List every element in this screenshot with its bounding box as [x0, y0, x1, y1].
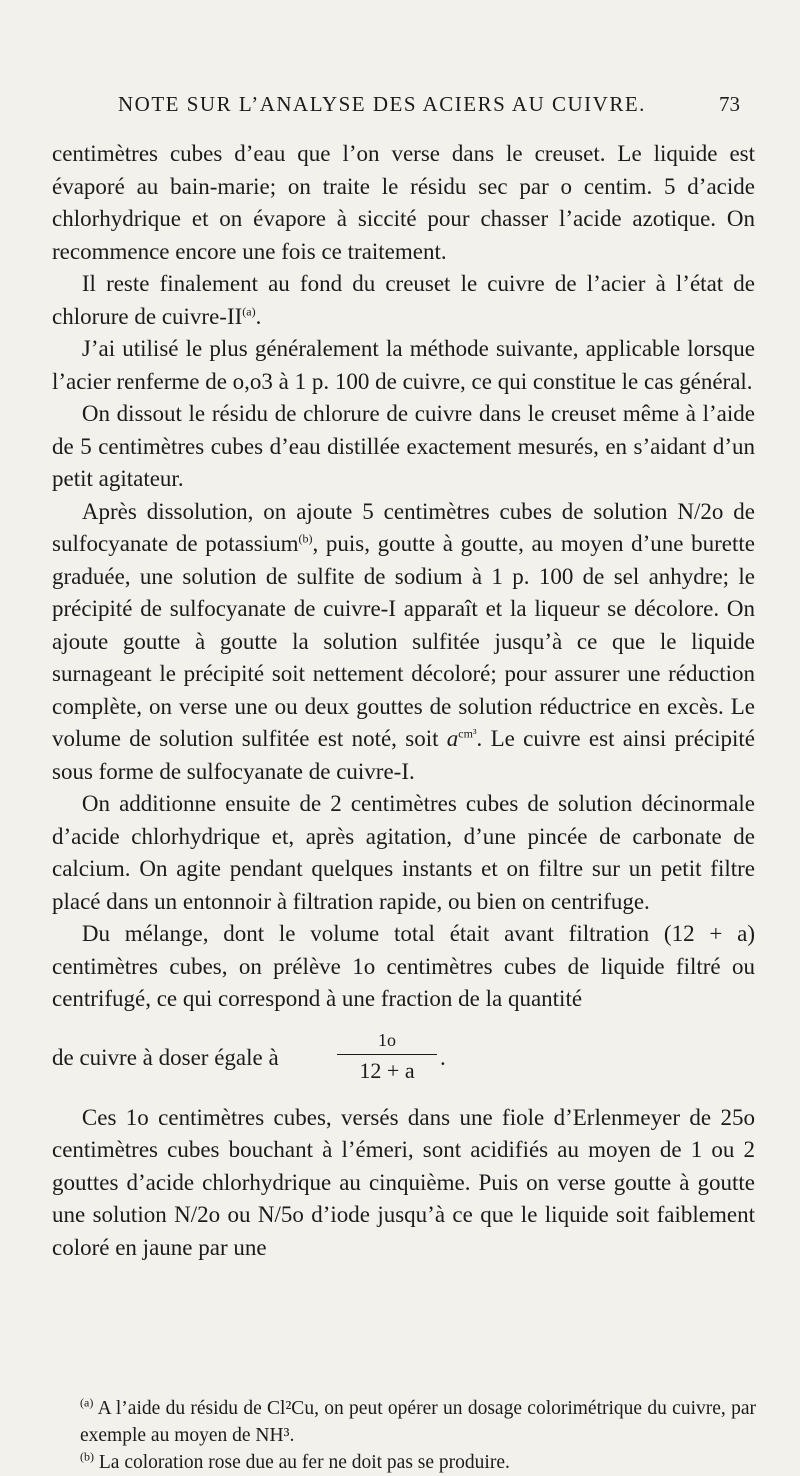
paragraph: On dissout le résidu de chlorure de cuivre dans le creuset même à l’aide de 5 centimètres cubes d’eau distillée exactement mesurés, en s’aidant d’un petit agitateur. [52, 401, 755, 491]
fraction-lead-text: de cuivre à doser égale à [52, 1044, 279, 1070]
fraction-denominator: 12 + a [359, 1057, 415, 1083]
paragraph-text: . Le cuivre est ainsi précipité sous forme de sulfocyanate de cuivre-I. [52, 726, 755, 784]
fraction-numerator: 1o [378, 1029, 396, 1050]
paragraph [52, 496, 755, 789]
paragraph-text: , puis, goutte à goutte, au moyen d’une burette graduée, une solution de sulfite de sodium à 1 p. 100 de sel anhydre; le précipité de sulfocyanate de cuivre-I apparaît et la liqueur se décolore. On ajoute goutte à goutte la solution sulfitée jusqu’à ce que le liquide surnageant le précipité soit nettement décoloré; pour assurer une réduction complète, on verse une ou deux gouttes de solution réductrice en excès. Le volume de solution sulfitée est noté, soit [52, 531, 755, 751]
paragraph: Ces 1o centimètres cubes, versés dans une fiole d’Erlenmeyer de 25o centimètres cubes bouchant à l’émeri, sont acidifiés au moyen de 1 ou 2 gouttes d’acide chlorhydrique au cinquième. Puis on verse goutte à goutte une solution N/2o ou N/5o d’iode jusqu’à ce que le liquide soit faiblement coloré en jaune par une [52, 1104, 755, 1260]
paragraph: centimètres cubes d’eau que l’on verse dans le creuset. Le liquide est évaporé au bain-marie; on traite le résidu sec par o centim. 5 d’acide chlorhydrique et on évapore à siccité pour chasser l’acide azotique. On recommence encore une fois ce traitement. [52, 141, 755, 264]
footnote-ref-b: (b) [298, 531, 313, 546]
footnote-text: La coloration rose due au fer ne doit pas se produire. [98, 1452, 510, 1473]
paragraph: Du mélange, dont le volume total était avant filtration (12 + a) centimètres cubes, on prélève 1o centimètres cubes de liquide filtré ou centrifugé, ce qui correspond à une fraction de la quantité [52, 921, 755, 1011]
running-header [118, 92, 740, 117]
paragraph: J’ai utilisé le plus généralement la méthode suivante, applicable lorsque l’acier renferme de o,o3 à 1 p. 100 de cuivre, ce qui constitue le cas général. [52, 336, 755, 394]
footnotes [80, 1395, 756, 1476]
footnote-mark: (b) [80, 1449, 94, 1464]
fraction [337, 1028, 437, 1085]
paragraph-text: Il reste finalement au fond du creuset le cuivre de l’acier à l’état de chlorure de cuivre-II [52, 271, 755, 329]
header-title: NOTE SUR L’ANALYSE DES ACIERS AU CUIVRE. [118, 92, 646, 116]
fraction-bar [337, 1054, 437, 1055]
paragraph: On additionne ensuite de 2 centimètres cubes de solution décinormale d’acide chlorhydrique et, après agitation, d’une pincée de carbonate de calcium. On agite pendant quelques instants et on filtre sur un petit filtre placé dans un entonnoir à filtration rapide, ou bien on centrifuge. [52, 791, 755, 914]
fraction-period: . [440, 1044, 446, 1070]
footnote-mark: (a) [80, 1395, 94, 1410]
footnote-text: A l’aide du résidu de Cl²Cu, on peut opérer un dosage colorimétrique du cuivre, par exemple au moyen de NH³. [80, 1398, 756, 1446]
unit-cm3: cm³ [458, 726, 477, 741]
body-text [52, 138, 755, 1264]
page-number: 73 [719, 92, 740, 116]
paragraph-text: Après dissolution, on ajoute 5 centimètres cubes de solution N/2o de sulfocyanate de potassium [52, 498, 755, 556]
footnote-b [80, 1449, 756, 1476]
paragraph: Il reste finalement au fond du creuset le cuivre de l’acier à l’état de chlorure de cuivre-II$^{(a)}$. [52, 271, 755, 329]
fraction-line [52, 1028, 755, 1092]
footnote-a [80, 1395, 756, 1449]
variable-a: a [446, 726, 459, 751]
footnote-ref-a: (a) [242, 303, 256, 318]
